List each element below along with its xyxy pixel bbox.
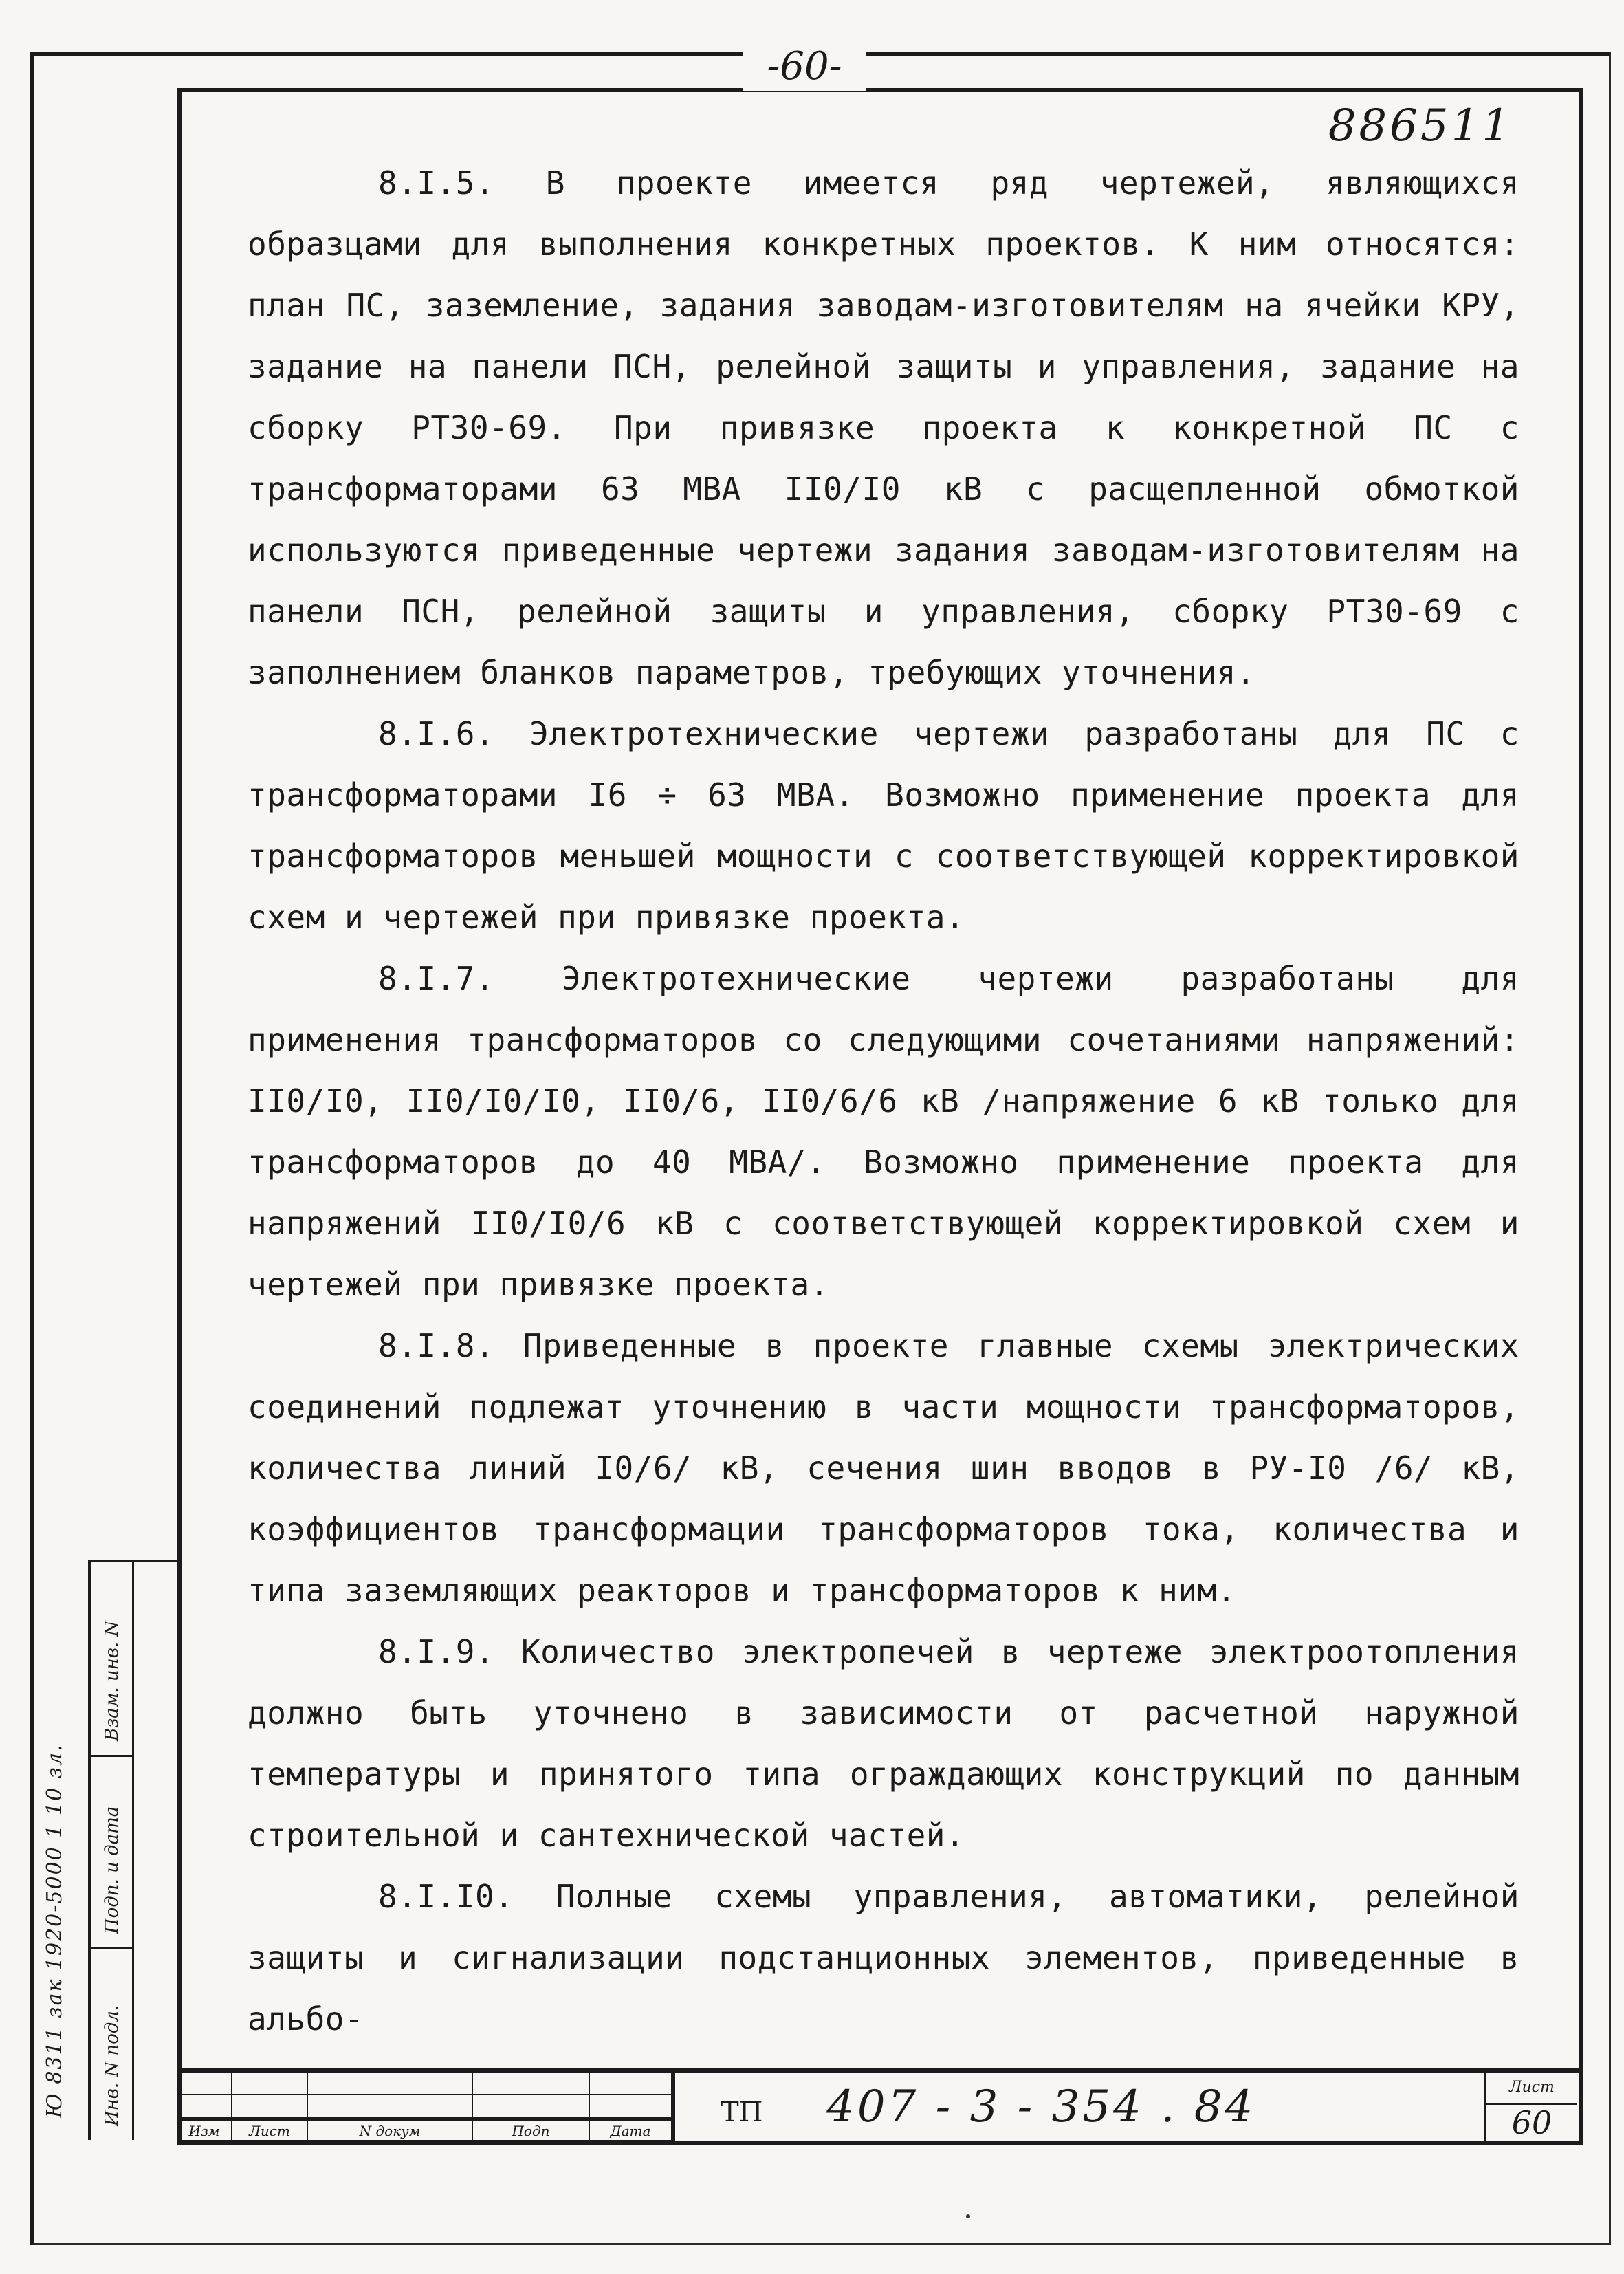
- document-number: 886511: [1328, 100, 1513, 151]
- revision-grid: [177, 2073, 675, 2141]
- sheet-label: Лист: [1486, 2073, 1577, 2105]
- col-label-date: Дата: [590, 2118, 672, 2141]
- col-label-document: N докум: [308, 2118, 473, 2141]
- stamp-label-replaced: Взам. инв. N: [102, 1620, 122, 1741]
- sheet-number: 60: [1511, 2104, 1552, 2141]
- stamp-label-inventory: Инв. N подл.: [102, 2004, 122, 2126]
- paragraph-8-1-6: 8.I.6. Электротехнические чертежи разработаны для ПС с трансформаторами I6 ÷ 63 МВА. Возможно применение проекта для трансформаторов меньшей мощности с соответствующей корректировкой схем и чертежей при привязке проекта.: [248, 715, 1519, 936]
- paragraph-8-1-5: 8.I.5. В проекте имеется ряд чертежей, являющихся образцами для выполнения конкретных проектов. К ним относятся: план ПС, заземление, задания заводам-изготовителям на ячейки КРУ, задание на панели ПСН, релейной защиты и управления, задание на сборку РТ30-69. При привязке проекта к конкретной ПС с трансформаторами 63 МВА II0/I0 кВ с расщепленной обмоткой используются приведенные чертежи задания заводам-изготовителям на панели ПСН, релейной защиты и управления, сборку РТ30-69 с заполнением бланков параметров, требующих уточнения.: [248, 164, 1519, 691]
- page-top-number: -60-: [743, 43, 866, 91]
- col-label-sheet: Лист: [232, 2118, 308, 2141]
- paragraph-8-1-9: 8.I.9. Количество электропечей в чертеже электроотопления должно быть уточнено в зависимости от расчетной наружной температуры и принятого типа ограждающих конструкций по данным строительной и сантехнической частей.: [248, 1633, 1519, 1854]
- stamp-label-signature-date: Подп. и дата: [102, 1806, 122, 1934]
- scan-dot: [966, 2214, 970, 2218]
- code-number: 407 - 3 - 354 . 84: [826, 2081, 1256, 2132]
- document-code: [721, 2073, 1339, 2141]
- paragraph-8-1-8: 8.I.8. Приведенные в проекте главные схемы электрических соединений подлежат уточнению в части мощности трансформаторов, количества линий I0/6/ кВ, сечения шин вводов в РУ-I0 /6/ кВ, коэффициентов трансформации трансформаторов тока, количества и типа заземляющих реакторов и трансформаторов к ним.: [248, 1327, 1519, 1609]
- paragraph-8-1-10: 8.I.I0. Полные схемы управления, автоматики, релейной защиты и сигнализации подстанционных элементов, приведенные в альбо-: [248, 1878, 1519, 2037]
- side-stamp-table: [88, 1560, 180, 2140]
- title-block: [177, 2068, 1579, 2145]
- body-text: [248, 153, 1519, 2050]
- col-label-change: Изм: [177, 2118, 232, 2141]
- paragraph-8-1-7: 8.I.7. Электротехнические чертежи разработаны для применения трансформаторов со следующими сочетаниями напряжений: II0/I0, II0/I0/I0, II0/6, II0/6/6 кВ /напряжение 6 кВ только для трансформаторов до 40 МВА/. Возможно применение проекта для напряжений II0/I0/6 кВ с соответствующей корректировкой схем и чертежей при привязке проекта.: [248, 960, 1519, 1303]
- col-label-signature: Подп: [473, 2118, 590, 2141]
- code-prefix: ТП: [721, 2097, 763, 2128]
- sheet-box: [1484, 2073, 1577, 2141]
- side-print-note: Ю 8311 зак 1920-5000 1 10 зл.: [43, 1743, 67, 2118]
